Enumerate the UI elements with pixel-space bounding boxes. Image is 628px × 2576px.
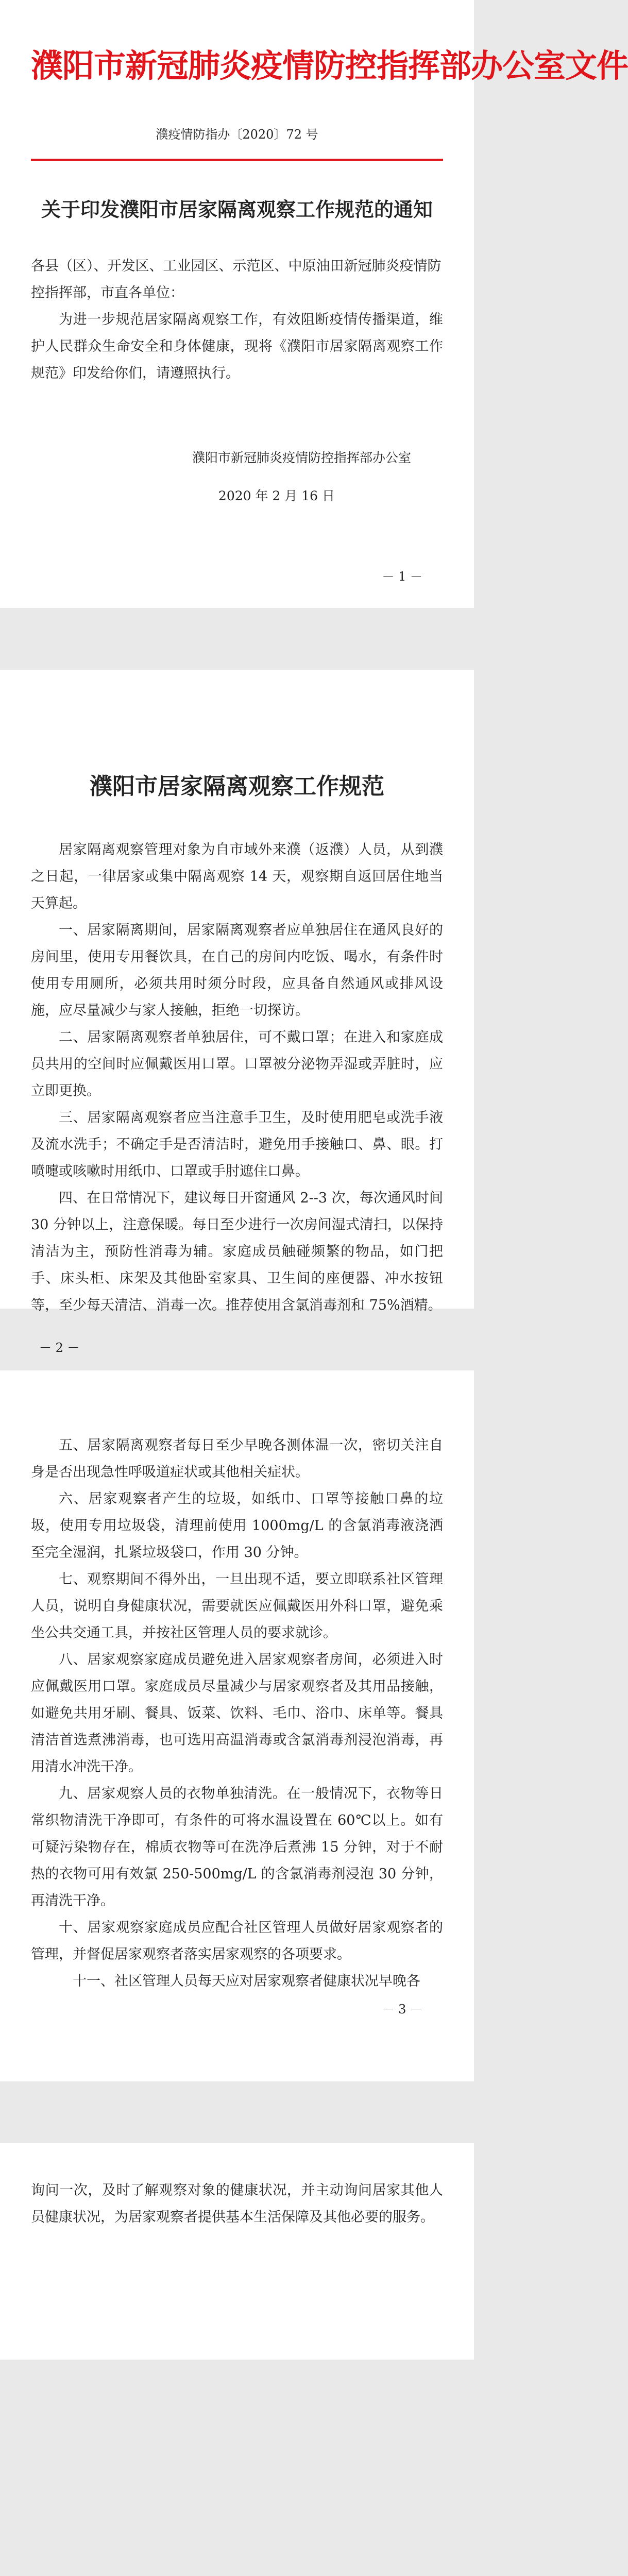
page-number: － 1 － xyxy=(382,569,422,584)
page-4 xyxy=(0,2143,474,2360)
document-number: 濮疫情防指办〔2020〕72 号 xyxy=(156,127,318,142)
specification-title: 濮阳市居家隔离观察工作规范 xyxy=(90,773,384,800)
specification-body xyxy=(31,1370,443,1995)
notice-title: 关于印发濮阳市居家隔离观察工作规范的通知 xyxy=(41,198,433,221)
paragraph: 六、居家观察者产生的垃圾，如纸巾、口罩等接触口鼻的垃圾，使用专用垃圾袋，清理前使用 1000mg/L 的含氯消毒液浇洒至完全湿润，扎紧垃圾袋口，作用 30 分钟。 xyxy=(31,1491,443,1561)
page-3 xyxy=(0,1370,474,2081)
paragraph: 四、在日常情况下，建议每日开窗通风 2--3 次，每次通风时间 30 分钟以上，注意保暖。每日至少进行一次房间湿式清扫，以保持清洁为主，预防性消毒为辅。家庭成员触碰频繁的物品，如门把手、床头柜、床架及其他卧室家具、卫生间的座便器、冲水按钮等，至少每天清洁、消毒一次。推荐使用含氯消毒剂和 75%酒精。 xyxy=(31,1190,443,1313)
specification-body xyxy=(31,2143,443,2231)
page-gap xyxy=(0,2081,474,2143)
paragraph: 十一、社区管理人员每天应对居家观察者健康状况早晚各 xyxy=(73,1973,420,1989)
issuing-office: 濮阳市新冠肺炎疫情防控指挥部办公室 xyxy=(192,450,411,465)
paragraph: 十、居家观察家庭成员应配合社区管理人员做好居家观察者的管理，并督促居家观察者落实居家观察的各项要求。 xyxy=(31,1920,443,1962)
page-number: － 2 － xyxy=(39,1341,80,1355)
specification-body xyxy=(31,837,443,1319)
paragraph: 居家隔离观察管理对象为自市域外来濮（返濮）人员，从到濮之日起，一律居家或集中隔离观察 14 天，观察期自返回居住地当天算起。 xyxy=(31,842,443,911)
paragraph: 八、居家观察家庭成员避免进入居家观察者房间，必须进入时应佩戴医用口罩。家庭成员尽量减少与居家观察者及其用品接触，如避免共用牙刷、餐具、饭菜、饮料、毛巾、浴巾、床单等。餐具清洁首选煮沸消毒，也可选用高温消毒或含氯消毒剂浸泡消毒，再用清水冲洗干净。 xyxy=(31,1652,443,1775)
notice-body: 为进一步规范居家隔离观察工作，有效阻断疫情传播渠道，维护人民群众生命安全和身体健康，现将《濮阳市居家隔离观察工作规范》印发给你们，请遵照执行。 xyxy=(31,312,443,381)
paragraph: 七、观察期间不得外出，一旦出现不适，要立即联系社区管理人员，说明自身健康状况，需要就医应佩戴医用外科口罩，避免乘坐公共交通工具，并按社区管理人员的要求就诊。 xyxy=(31,1571,443,1641)
paragraph: 九、居家观察人员的衣物单独清洗。在一般情况下，衣物等日常织物清洗干净即可，有条件的可将水温设置在 60℃以上。如有可疑污染物存在，棉质衣物等可在洗净后煮沸 15 分钟，对于不耐热的衣物可用有效氯 250-500mg/L 的含氯消毒剂浸泡 30 分钟，再清洗干净。 xyxy=(31,1786,443,1909)
paragraph: 五、居家隔离观察者每日至少早晚各测体温一次，密切关注自身是否出现急性呼吸道症状或其他相关症状。 xyxy=(31,1437,443,1480)
page-number: － 3 － xyxy=(382,2002,422,2016)
page-1 xyxy=(0,0,628,608)
document-header: 濮阳市新冠肺炎疫情防控指挥部办公室文件 xyxy=(31,47,628,84)
paragraph: 二、居家隔离观察者单独居住，可不戴口罩；在进入和家庭成员共用的空间时应佩戴医用口罩。口罩被分泌物弄湿或弄脏时，应立即更换。 xyxy=(31,1029,443,1099)
red-divider xyxy=(31,159,443,161)
page-gap xyxy=(0,608,474,670)
recipients: 各县（区）、开发区、工业园区、示范区、中原油田新冠肺炎疫情防控指挥部，市直各单位： xyxy=(31,258,442,301)
paragraph: 三、居家隔离观察者应当注意手卫生，及时使用肥皂或洗手液及流水洗手；不确定手是否清洁时，避免用手接触口、鼻、眼。打喷嚏或咳嗽时用纸巾、口罩或手肘遮住口鼻。 xyxy=(31,1110,443,1179)
paragraph: 一、居家隔离期间，居家隔离观察者应单独居住在通风良好的房间里，使用专用餐饮具，在自己的房间内吃饭、喝水，有条件时使用专用厕所，必须共用时须分时段，应具备自然通风或排风设施，应尽量减少与家人接触，拒绝一切探访。 xyxy=(31,922,443,1019)
issue-date: 2020 年 2 月 16 日 xyxy=(218,488,335,503)
page-2 xyxy=(0,670,474,1355)
paragraph: 询问一次，及时了解观察对象的健康状况，并主动询问居家其他人员健康状况，为居家观察者提供基本生活保障及其他必要的服务。 xyxy=(31,2182,443,2225)
